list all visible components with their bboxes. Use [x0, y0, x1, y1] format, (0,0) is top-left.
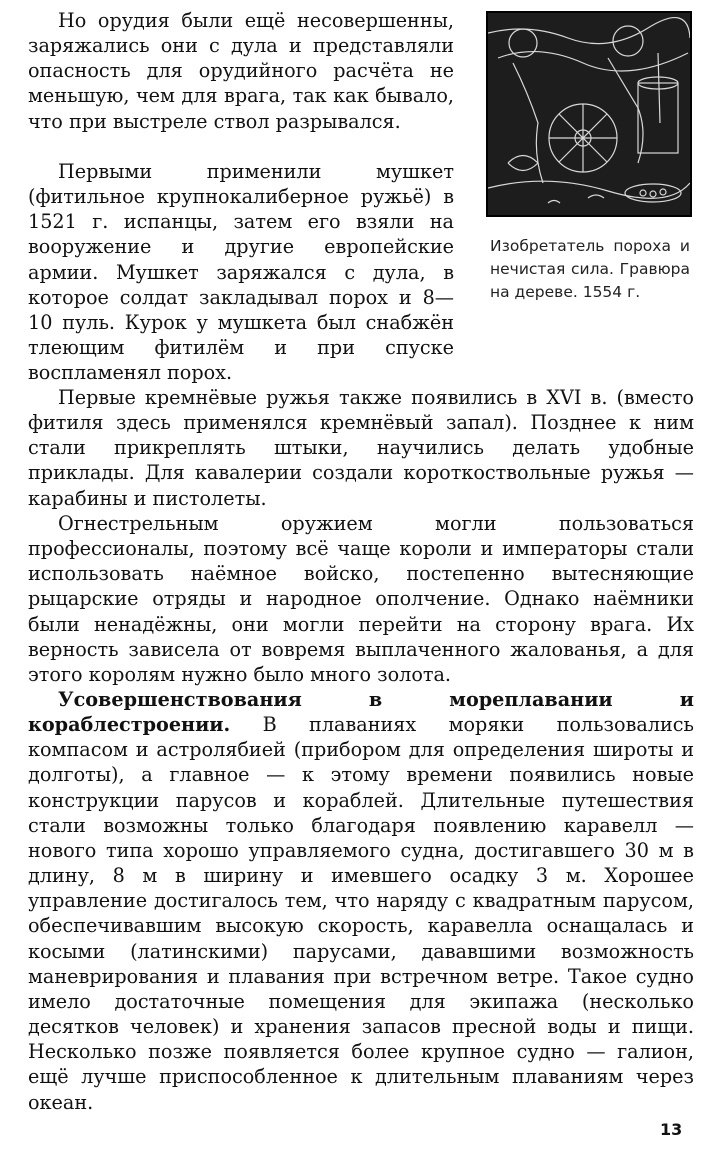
paragraph-3: Первые кремнёвые ружья также появились в XVI в. (вместо фитиля здесь применялся кремнёвый запал). Позднее к ним стали прикреплять штыки, научились делать удобные приклады. Для кавалерии создали короткоствольные ружья — карабины и пистолеты. [28, 386, 694, 510]
page-number: 13 [660, 1120, 683, 1139]
paragraph-1: Но орудия были ещё несовершенны, заряжались они с дула и представляли опасность для орудийного расчёта не меньшую, чем для врага, так как бывало, что при выстреле ствол разрывался. [28, 9, 454, 133]
section-paragraph [28, 687, 694, 1115]
section-text: В плаваниях моряки пользовались компасом и астролябией (прибором для определения широты и долготы), а главное — к этому времени появились новые конструкции парусов и кораблей. Длительные путешествия стали возможны только благодаря появлению каравелл — нового типа хорошо управляемого судна, достигавшего 30 м в длину, 8 м в ширину и имевшего осадку 3 м. Хорошее управление достигалось тем, что наряду с квадратным парусом, обеспечивавшим высокую скорость, каравелла оснащалась и косыми (латинскими) парусами, дававшими возможность маневрирования и плавания при встречном ветре. Такое судно имело достаточные помещения для экипажа (несколько десятков человек) и хранения запасов пресной воды и пищи. Несколько позже появляется более крупное судно — галион, ещё лучше приспособленное к длительным плаваниям через океан. [28, 713, 694, 1114]
engraving-image [488, 13, 690, 215]
figure-caption: Изобретатель пороха и нечистая сила. Гравюра на дереве. 1554 г. [490, 237, 690, 301]
paragraph-2: Первыми применили мушкет (фитильное крупнокалиберное ружьё) в 1521 г. испанцы, затем его взяли на вооружение и другие европейские армии. Мушкет заряжался с дула, в которое солдат закладывал порох и 8—10 пуль. Курок у мушкета был снабжён тлеющим фитилём и при спуске воспламенял порох. [28, 160, 454, 385]
section-heading: Усовершенствования в мореплавании и кораблестроении. [28, 688, 694, 737]
paragraph-4: Огнестрельным оружием могли пользоваться профессионалы, поэтому всё чаще короли и императоры стали использовать наёмное войско, постепенно вытесняющие рыцарские отряды и народное ополчение. Однако наёмники были ненадёжны, они могли перейти на сторону врага. Их верность зависела от вовремя выплаченного жалованья, а для этого королям нужно было много золота. [28, 512, 694, 686]
engraving-illustration [486, 11, 692, 217]
